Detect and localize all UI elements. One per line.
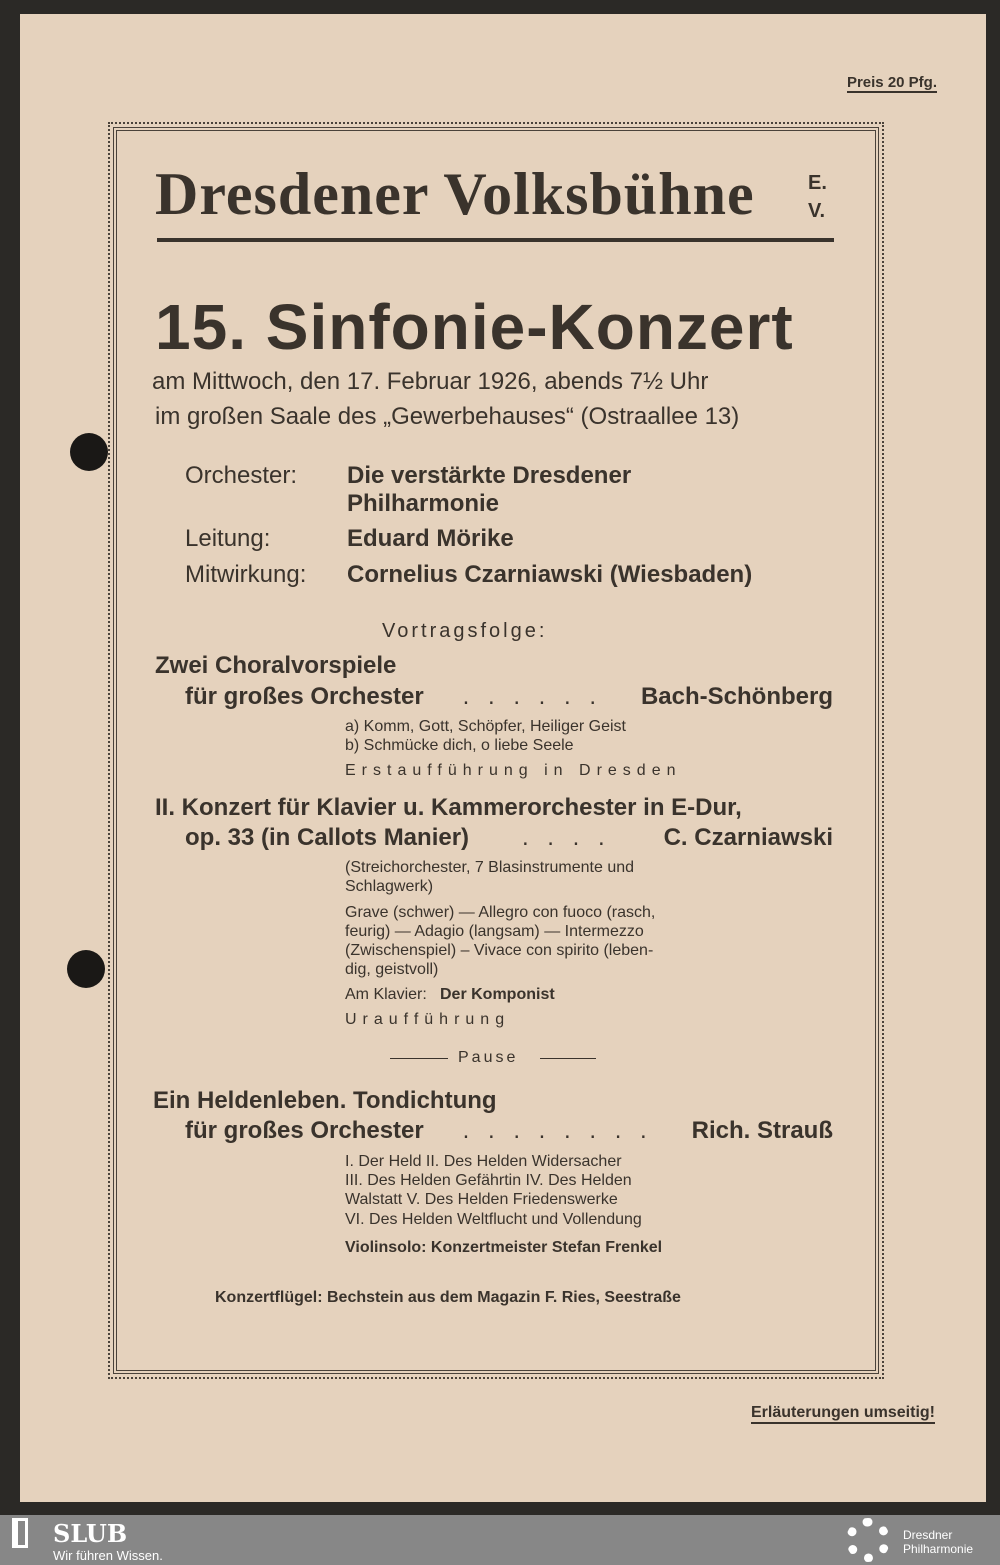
credit-value: Cornelius Czarniawski (Wiesbaden) [347, 561, 753, 588]
punch-hole [67, 950, 105, 988]
piece-note: I. Der Held II. Des Helden Widersacher [345, 1153, 622, 1170]
concert-venue: im großen Saale des „Gewerbehauses“ (Ostraallee 13) [155, 403, 740, 430]
title-rule [157, 238, 834, 242]
piece-note: (Zwischenspiel) – Vivace con spirito (leben- [345, 942, 654, 959]
piece-subtitle: op. 33 (in Callots Manier) [185, 824, 470, 851]
piece-line [185, 1117, 833, 1145]
organization-title: Dresdener Volksbühne [155, 161, 755, 227]
piece-note: VI. Des Helden Weltflucht und Vollendung [345, 1211, 642, 1228]
composer: Rich. Strauß [691, 1117, 833, 1144]
explanations-note: Erläuterungen umseitig! [751, 1404, 935, 1424]
punch-hole [70, 433, 108, 471]
soloist: Violinsolo: Konzertmeister Stefan Frenkel [345, 1239, 663, 1256]
composer: Bach-Schönberg [640, 683, 833, 710]
concert-date: am Mittwoch, den 17. Februar 1926, abends 7½ Uhr [152, 368, 709, 395]
pause-label: Pause [458, 1049, 519, 1066]
piece-note: Schlagwerk) [345, 878, 434, 895]
piece-note: III. Des Helden Gefährtin IV. Des Helden [345, 1172, 632, 1189]
piece-line [185, 683, 833, 711]
piece-line [185, 824, 833, 852]
piece-status: Erstaufführung in Dresden [345, 762, 682, 779]
leader-dots: . . . . [521, 824, 611, 851]
credit-value: Philharmonie [347, 490, 500, 517]
piece-note: b) Schmücke dich, o liebe Seele [345, 737, 574, 754]
ev-bottom: V. [808, 200, 826, 222]
program-heading: Vortragsfolge: [382, 620, 548, 642]
slub-book-icon [12, 1518, 28, 1548]
price: Preis 20 Pfg. [846, 74, 937, 91]
composer: C. Czarniawski [663, 824, 833, 851]
piece-note: Grave (schwer) — Allegro con fuoco (rasch, [345, 904, 656, 921]
piano-note: Konzertflügel: Bechstein aus dem Magazin F. Ries, Seestraße [215, 1289, 681, 1306]
piece-note: (Streichorchester, 7 Blasinstrumente und [345, 859, 635, 876]
philharmonie-name: Dresdner [903, 1528, 953, 1542]
credit-label: Mitwirkung: [185, 561, 307, 588]
pause-rule [390, 1058, 448, 1059]
footer-bar [0, 1515, 1000, 1565]
piece-note: dig, geistvoll) [345, 961, 439, 978]
piece-title: II. Konzert für Klavier u. Kammerorchester in E-Dur, [155, 794, 742, 821]
piece-note: Walstatt V. Des Helden Friedenswerke [345, 1191, 618, 1208]
credit-label: Orchester: [185, 462, 298, 489]
ev-top: E. [808, 172, 827, 194]
philharmonie-logo-icon [846, 1518, 890, 1562]
slub-logo: SLUB [53, 1519, 128, 1548]
credit-value: Die verstärkte Dresdener [347, 462, 632, 489]
credit-label: Leitung: [185, 525, 271, 552]
piano-label: Am Klavier: [345, 986, 427, 1003]
leader-dots: . . . . . . . . [462, 1117, 653, 1144]
piece-subtitle: für großes Orchester [185, 1117, 424, 1144]
piano-value: Der Komponist [440, 986, 555, 1003]
philharmonie-name: Philharmonie [903, 1542, 974, 1556]
piece-note: a) Komm, Gott, Schöpfer, Heiliger Geist [345, 718, 626, 735]
piece-status: Uraufführung [345, 1011, 511, 1028]
leader-dots: . . . . . . [462, 683, 603, 710]
credit-value: Eduard Mörike [347, 525, 514, 552]
piece-note: feurig) — Adagio (langsam) — Intermezzo [345, 923, 644, 940]
concert-title: 15. Sinfonie-Konzert [155, 291, 794, 363]
pause-rule [540, 1058, 596, 1059]
piece-title: Zwei Choralvorspiele [155, 652, 397, 679]
piece-subtitle: für großes Orchester [185, 683, 424, 710]
piece-title: Ein Heldenleben. Tondichtung [153, 1087, 497, 1114]
slub-tagline: Wir führen Wissen. [53, 1548, 163, 1563]
